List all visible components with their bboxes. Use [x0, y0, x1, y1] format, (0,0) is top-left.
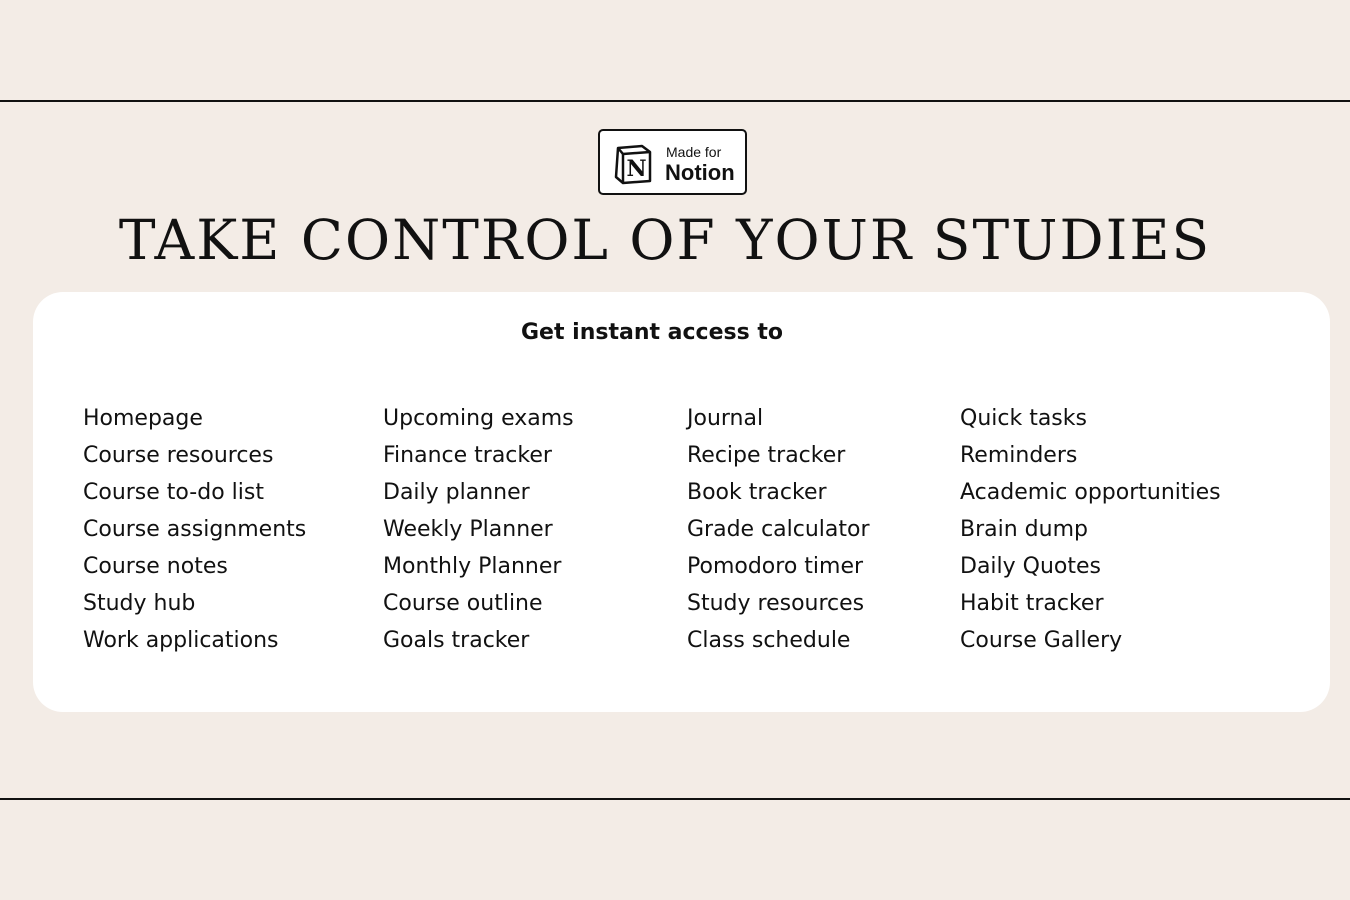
- feature-column-3: [687, 400, 870, 659]
- list-item: Course to-do list: [83, 480, 264, 505]
- feature-column-2: [383, 400, 574, 659]
- card-title: Get instant access to: [521, 320, 783, 345]
- list-item: Upcoming exams: [383, 406, 574, 431]
- list-item: Monthly Planner: [383, 554, 562, 579]
- list-item: Daily Quotes: [960, 554, 1102, 579]
- page-title: TAKE CONTROL OF YOUR STUDIES: [118, 208, 1212, 272]
- badge-caption: Made for: [666, 144, 722, 160]
- list-item: Course assignments: [83, 517, 307, 542]
- list-item: Book tracker: [687, 480, 827, 505]
- feature-column-4: [960, 400, 1221, 659]
- list-item: Pomodoro timer: [687, 554, 864, 579]
- list-item: Habit tracker: [960, 591, 1104, 616]
- list-item: Grade calculator: [687, 517, 870, 542]
- list-item: Journal: [687, 406, 764, 431]
- list-item: Finance tracker: [383, 443, 552, 468]
- made-for-notion-badge: [598, 129, 747, 195]
- list-item: Weekly Planner: [383, 517, 553, 542]
- list-item: Course outline: [383, 591, 543, 616]
- list-item: Course notes: [83, 554, 228, 579]
- list-item: Recipe tracker: [687, 443, 846, 468]
- notion-logo-icon: [612, 143, 654, 185]
- list-item: Study hub: [83, 591, 196, 616]
- list-item: Reminders: [960, 443, 1078, 468]
- list-item: Goals tracker: [383, 628, 530, 653]
- list-item: Study resources: [687, 591, 865, 616]
- features-card: [33, 292, 1330, 712]
- list-item: Academic opportunities: [960, 480, 1221, 505]
- list-item: Class schedule: [687, 628, 851, 653]
- list-item: Course Gallery: [960, 628, 1123, 653]
- badge-brand: Notion: [665, 160, 735, 185]
- list-item: Work applications: [83, 628, 279, 653]
- list-item: Brain dump: [960, 517, 1088, 542]
- list-item: Daily planner: [383, 480, 530, 505]
- top-divider: [0, 100, 1350, 102]
- feature-column-1: [83, 400, 306, 659]
- list-item: Homepage: [83, 406, 203, 431]
- svg-text:N: N: [626, 156, 647, 182]
- list-item: Course resources: [83, 443, 274, 468]
- bottom-divider: [0, 798, 1350, 800]
- list-item: Quick tasks: [960, 406, 1087, 431]
